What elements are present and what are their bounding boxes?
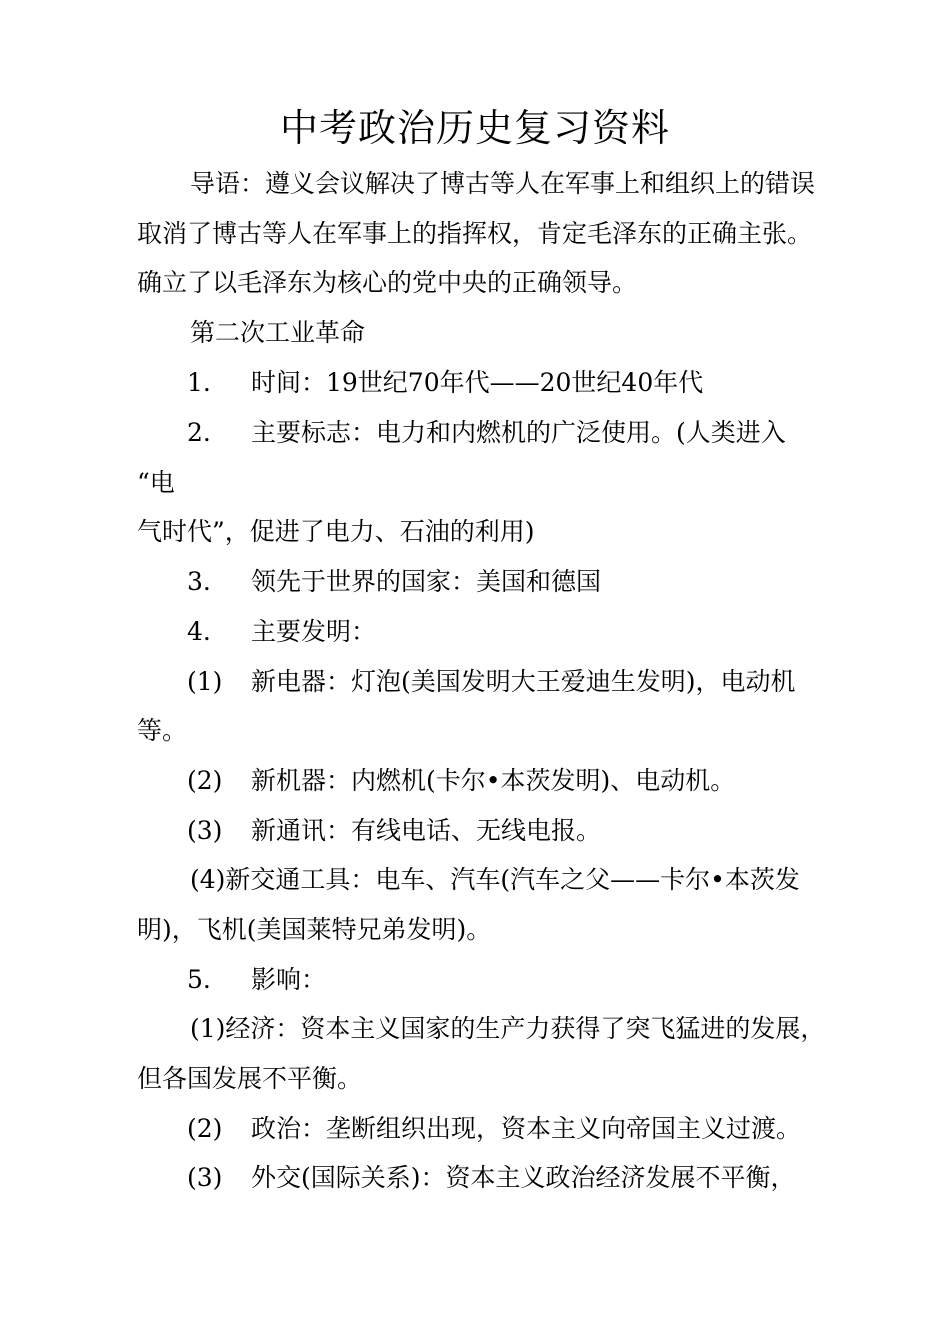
sub-marker: (3) [187,1163,223,1192]
list-item-2-cont-2: 气时代”，促进了电力、石油的利用) [137,517,535,546]
list-item-1 [187,365,703,401]
list-text: 主要发明： [251,617,377,646]
list-item-2-cont-1: “电 [137,468,175,497]
sub-text: 政治：垄断组织出现，资本主义向帝国主义过渡。 [251,1114,802,1143]
sub-marker: (2) [187,766,223,795]
list-marker: 5. [187,965,211,994]
sub-item-3 [187,813,601,849]
sub-text: 外交(国际关系)：资本主义政治经济发展不平衡， [251,1163,796,1192]
sub-text: 新电器：灯泡(美国发明大王爱迪生发明)，电动机 [251,667,796,696]
intro-line-3: 确立了以毛泽东为核心的党中央的正确领导。 [137,268,638,297]
list-marker: 3. [187,567,211,596]
list-marker: 4. [187,617,211,646]
list-text: 影响： [251,965,327,994]
impact-item-1-cont: 但各国发展不平衡。 [137,1064,363,1093]
section-heading: 第二次工业革命 [190,318,366,347]
intro-line-1: 导语：遵义会议解决了博古等人在军事上和组织上的错误 [190,169,816,198]
sub-item-4: (4)新交通工具：电车、汽车(汽车之父——卡尔•本茨发 [190,865,800,894]
list-item-2 [187,415,786,451]
impact-item-1: (1)经济：资本主义国家的生产力获得了突飞猛进的发展， [190,1014,826,1043]
sub-text: 新机器：内燃机(卡尔•本茨发明)、电动机。 [251,766,736,795]
document-title: 中考政治历史复习资料 [279,106,670,150]
sub-marker: (2) [187,1114,223,1143]
list-text: 领先于世界的国家：美国和德国 [251,567,602,596]
sub-marker: (1) [187,667,223,696]
sub-text: 新通讯：有线电话、无线电报。 [251,816,602,845]
list-marker: 1. [187,368,211,397]
list-item-5 [187,962,326,998]
list-item-3 [187,564,601,600]
impact-item-3 [187,1160,796,1196]
sub-item-1-cont: 等。 [137,716,188,745]
list-marker: 2. [187,418,211,447]
list-text: 主要标志：电力和内燃机的广泛使用。(人类进入 [251,418,786,447]
list-text: 时间：19世纪70年代——20世纪40年代 [251,368,704,397]
list-item-4 [187,614,376,650]
sub-marker: (3) [187,816,223,845]
sub-item-1 [187,664,796,700]
sub-item-2 [187,763,735,799]
intro-line-2: 取消了博古等人在军事上的指挥权，肯定毛泽东的正确主张。 [137,219,813,248]
sub-item-4-cont: 明)，飞机(美国莱特兄弟发明)。 [137,915,492,944]
impact-item-2 [187,1111,801,1147]
